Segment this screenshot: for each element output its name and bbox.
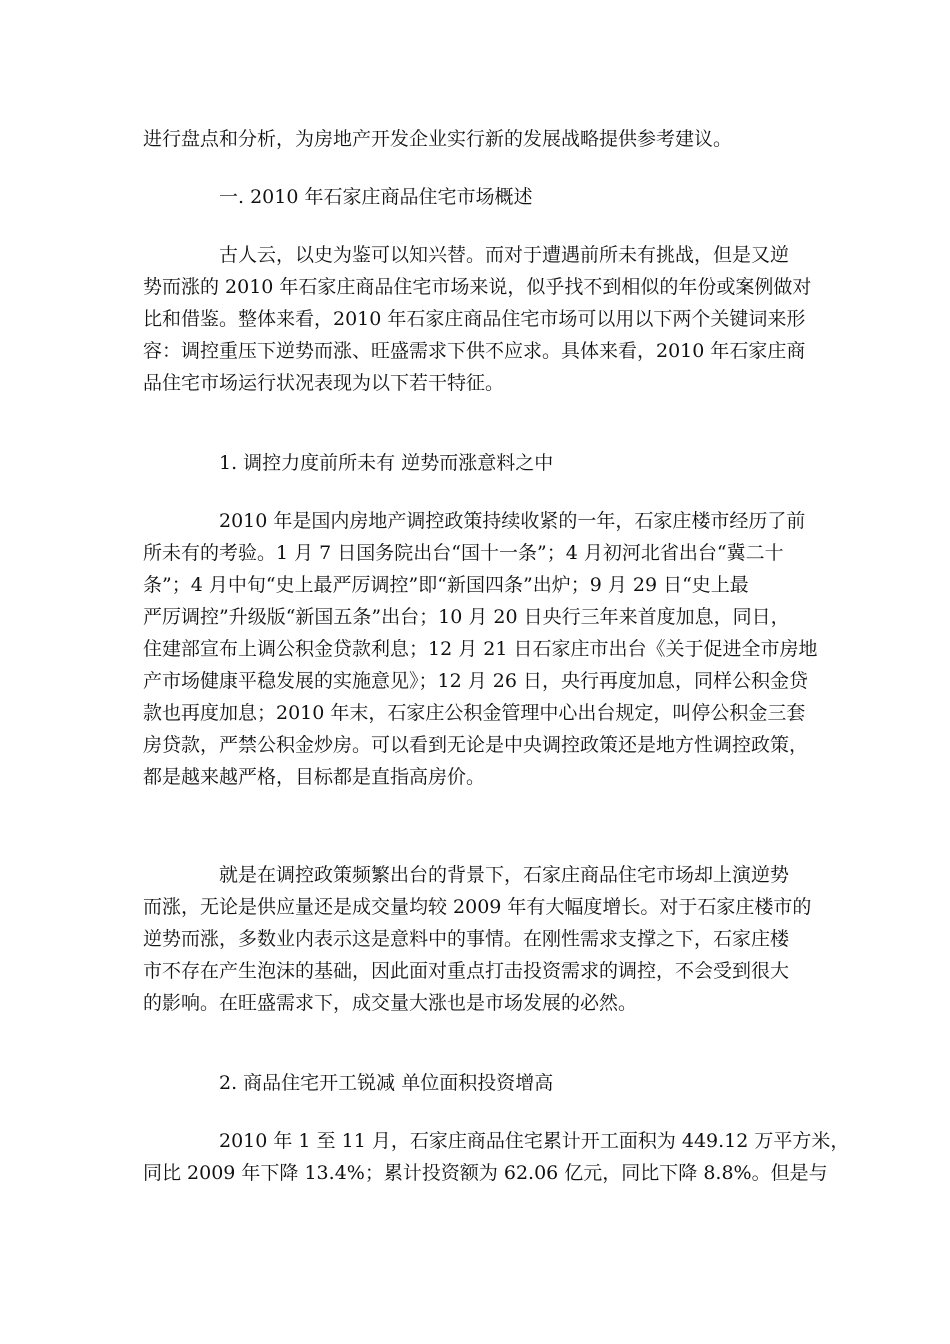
paragraph-market-rise <box>143 859 823 1019</box>
subheading-one-block <box>143 447 823 479</box>
paragraph-line: 条”；4 月中旬“史上最严厉调控”即“新国四条”出炉；9 月 29 日“史上最 <box>143 574 749 596</box>
paragraph-line: 的影响。在旺盛需求下，成交量大涨也是市场发展的必然。 <box>143 992 638 1014</box>
subheading-two-block <box>143 1067 823 1099</box>
paragraph-line: 容：调控重压下逆势而涨、旺盛需求下供不应求。具体来看，2010 年石家庄商 <box>143 340 806 362</box>
paragraph-policy <box>143 505 823 793</box>
paragraph-line: 2010 年 1 至 11 月，石家庄商品住宅累计开工面积为 449.12 万平方米， <box>219 1130 850 1152</box>
paragraph-line: 品住宅市场运行状况表现为以下若干特征。 <box>143 372 505 394</box>
paragraph-line: 都是越来越严格，目标都是直指高房价。 <box>143 766 486 788</box>
paragraph-line: 逆势而涨，多数业内表示这是意料中的事情。在刚性需求支撑之下，石家庄楼 <box>143 928 790 950</box>
paragraph-line: 同比 2009 年下降 13.4%；累计投资额为 62.06 亿元，同比下降 8.8%。但是与 <box>143 1162 828 1184</box>
paragraph-line: 而涨，无论是供应量还是成交量均较 2009 年有大幅度增长。对于石家庄楼市的 <box>143 896 812 918</box>
paragraph-line: 就是在调控政策频繁出台的背景下，石家庄商品住宅市场却上演逆势 <box>219 864 790 886</box>
subheading-construction: 2. 商品住宅开工锐减 单位面积投资增高 <box>219 1072 554 1094</box>
paragraph-line: 严厉调控”升级版“新国五条”出台；10 月 20 日央行三年来首度加息，同日， <box>143 606 790 628</box>
paragraph-line: 2010 年是国内房地产调控政策持续收紧的一年，石家庄楼市经历了前 <box>219 510 806 532</box>
intro-line: 进行盘点和分析，为房地产开发企业实行新的发展战略提供参考建议。 <box>143 128 733 150</box>
paragraph-line: 比和借鉴。整体来看，2010 年石家庄商品住宅市场可以用以下两个关键词来形 <box>143 308 806 330</box>
paragraph-line: 产市场健康平稳发展的实施意见》；12 月 26 日，央行再度加息，同样公积金贷 <box>143 670 808 692</box>
paragraph-history <box>143 239 823 399</box>
paragraph-line: 古人云，以史为鉴可以知兴替。而对于遭遇前所未有挑战，但是又逆 <box>219 244 790 266</box>
paragraph-line: 住建部宣布上调公积金贷款利息；12 月 21 日石家庄市出台《关于促进全市房地 <box>143 638 818 660</box>
paragraph-line: 房贷款，严禁公积金炒房。可以看到无论是中央调控政策还是地方性调控政策， <box>143 734 809 756</box>
paragraph-construction <box>143 1125 850 1189</box>
paragraph-line: 款也再度加息；2010 年末，石家庄公积金管理中心出台规定，叫停公积金三套 <box>143 702 806 724</box>
intro-paragraph <box>143 123 823 155</box>
section-one-heading-block <box>143 181 823 213</box>
paragraph-line: 势而涨的 2010 年石家庄商品住宅市场来说，似乎找不到相似的年份或案例做对 <box>143 276 812 298</box>
section-one-heading: 一. 2010 年石家庄商品住宅市场概述 <box>219 186 533 208</box>
subheading-policy: 1. 调控力度前所未有 逆势而涨意料之中 <box>219 452 554 474</box>
paragraph-line: 市不存在产生泡沫的基础，因此面对重点打击投资需求的调控，不会受到很大 <box>143 960 790 982</box>
paragraph-line: 所未有的考验。1 月 7 日国务院出台“国十一条”；4 月初河北省出台“冀二十 <box>143 542 784 564</box>
